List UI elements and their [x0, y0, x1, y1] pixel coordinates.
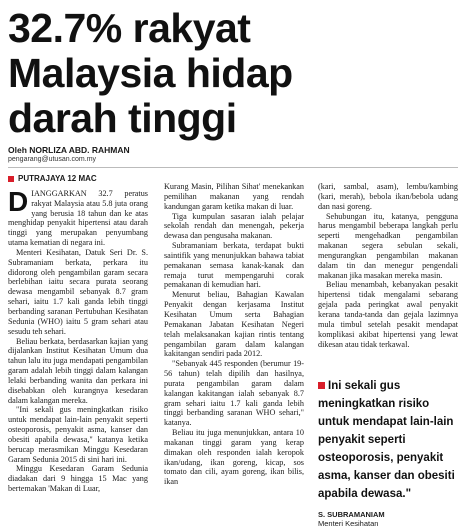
- paragraph: "Sebanyak 445 responden (berumur 19-56 tahun) telah dipilih dan hasilnya, purata pengambilan garam dalam kalangan kakitangan ialah sebanyak 8.7 gram sehari iaitu 1.7 kali ganda lebih tinggi berbanding saranan WHO sehari," katanya.: [164, 359, 304, 428]
- paragraph: Tiga kumpulan sasaran ialah pelajar sekolah rendah dan menengah, pekerja dewasa dan pengusaha makanan.: [164, 211, 304, 241]
- paragraph: "Ini sekali gus meningkatkan risiko untuk mendapat lain-lain penyakit seperti osteoporosis, penyakit asma, kanser dan obesiti apabila dewasa," katanya ketika berucap merasmikan Minggu Kesedaran Garam Sedunia 2015 di sini hari ini.: [8, 405, 148, 464]
- paragraph: Minggu Kesedaran Garam Sedunia diadakan dari 9 hingga 15 Mac yang bertemakan 'Makan di Luar,: [8, 464, 148, 494]
- paragraph: Kurang Masin, Pilihan Sihat' menekankan pemilihan makanan yang rendah kandungan garam ketika makan di luar.: [164, 182, 304, 211]
- dateline: [8, 174, 148, 184]
- lead-paragraph: [8, 185, 148, 248]
- headline-line-2: Malaysia hidap: [8, 50, 293, 96]
- paragraph: Beliau itu juga menunjukkan, antara 10 makanan tinggi garam yang kerap dimakan oleh responden ialah keropok ikan/udang, ikan goreng, kicap, sos tomato dan cili, ayam goreng, ikan bilis, ikan: [164, 428, 304, 487]
- pull-quote-text: Ini sekali gus meningkatkan risiko untuk mendapat lain-lain penyakit seperti osteoporosis, penyakit asma, kanser dan obesiti apabila dewasa.": [318, 380, 455, 500]
- paragraph: Subramaniam berkata, terdapat bukti saintifik yang menunjukkan bahawa tabiat pemakanan semasa kanak-kanak dan remaja turut mempengaruhi corak pemakanan di kemudian hari.: [164, 241, 304, 290]
- paragraph: Menurut beliau, Bahagian Kawalan Penyakit dengan kerjasama Institut Kesihatan Umum serta Bahagian Pemakanan Jabatan Kesihatan Negeri telah melaksanakan kajian rintis tentang pengambilan garam dalam kalangan kakitangan sendiri pada 2012.: [164, 290, 304, 359]
- drop-cap: D: [8, 185, 29, 217]
- paragraph: Beliau menambah, kebanyakan pesakit hipertensi tidak mengalami sebarang gejala pada peringkat awal penyakit kerana tanda-tanda dan gejala lazimnya mula timbul setelah pesakit mendapat komplikasi akibat hipertensi yang lewat dikesan atau tidak terkawal.: [318, 280, 458, 349]
- byline: Oleh NORLIZA ABD. RAHMAN: [8, 145, 130, 155]
- byline-divider: [8, 167, 458, 168]
- quote-marker-icon: [318, 382, 325, 389]
- paragraph: Sehubungan itu, katanya, pengguna harus mengambil beberapa langkah perlu seperti mengehadkan pengambilan makanan segera sebulan sekali, mengurangkan pengambilan makanan dalam tin dan menegur pengendali makanan jika masakan mereka masin.: [318, 211, 458, 280]
- headline-line-1: 32.7% rakyat: [8, 5, 251, 51]
- red-square-icon: [8, 176, 14, 182]
- paragraph: (kari, sambal, asam), lembu/kambing (kari, merah), bebola ikan/bebola udang dan nasi goreng.: [318, 182, 458, 211]
- paragraph: Menteri Kesihatan, Datuk Seri Dr. S. Subramaniam berkata, perkara itu didorong oleh pengambilan garam secara berlebihan iaitu secara purata seorang dewasa mengambil sebanyak 8.7 gram sehari, iaitu 1.7 kali ganda lebih tinggi berbanding saranan Pertubuhan Kesihatan Sedunia (WHO) iaitu 5 gram sehari atau sesudu teh sehari.: [8, 247, 148, 336]
- headline: [8, 6, 458, 141]
- headline-line-3: darah tinggi: [8, 95, 237, 141]
- lead-text: IANGGARKAN 32.7 peratus rakyat Malaysia atau 5.8 juta orang yang berusia 18 tahun dan ke atas menghidap penyakit hipertensi atau darah tinggi yang merupakan penyumbang utama kematian di negara ini.: [8, 188, 148, 248]
- article-column-2: [164, 182, 304, 487]
- author-email: pengarang@utusan.com.my: [8, 156, 97, 163]
- dateline-text: PUTRAJAYA 12 MAC: [18, 174, 97, 183]
- paragraph: Beliau berkata, berdasarkan kajian yang dijalankan Institut Kesihatan Umum dua tahun lalu itu juga mendapati pengambilan garam adalah lebih tinggi dalam kalangan lelaki berbanding wanita dan perkara ini disebabkan oleh kurangnya kesedaran dalam kalangan mereka.: [8, 336, 148, 405]
- quote-attribution-name: S. SUBRAMANIAM: [318, 510, 385, 519]
- article-column-3: [318, 182, 458, 349]
- article-column-1: [8, 174, 148, 494]
- pull-quote: [318, 376, 462, 528]
- quote-attribution-role: Menteri Kesihatan: [318, 519, 379, 528]
